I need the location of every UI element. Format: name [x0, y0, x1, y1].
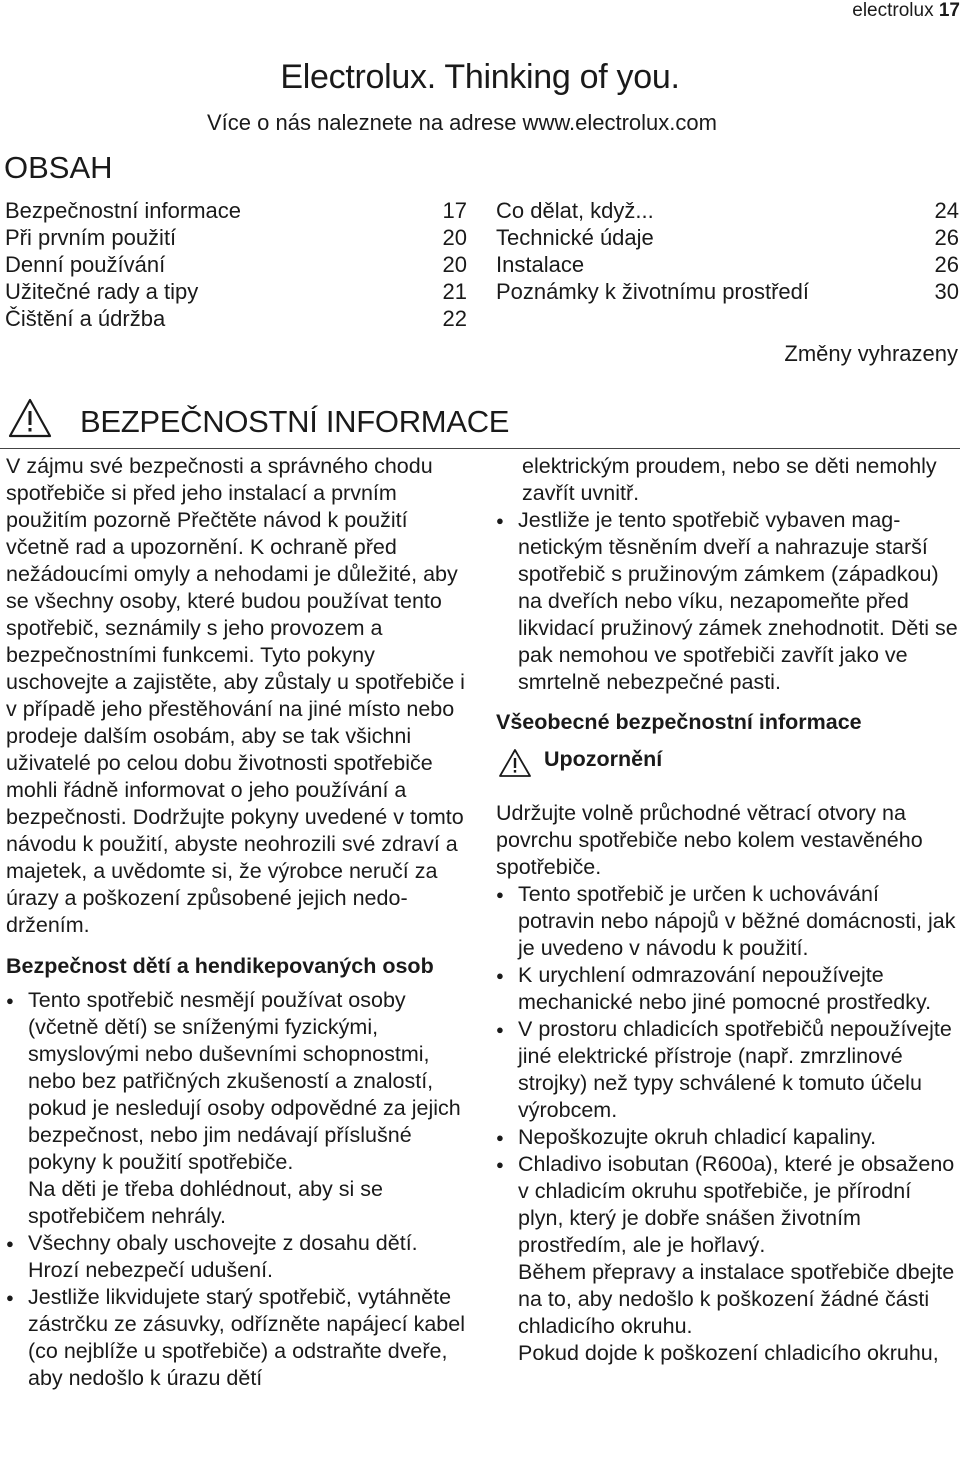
toc-entry-page: 20 [442, 225, 467, 250]
disposal-list [496, 507, 958, 696]
list-item [496, 1151, 958, 1367]
toc-entry-label: Při prvním použití [5, 225, 177, 250]
toc-entry-label: Bezpečnostní informace [5, 198, 242, 223]
warning-triangle-icon [8, 398, 52, 438]
list-item-text: Tento spotřebič je určen k uchovávání potravin nebo nápojů v běžné domácnosti, jak je uvedeno v návodu k použití. [518, 882, 956, 960]
slogan [0, 58, 960, 97]
general-safety-list [496, 881, 958, 1367]
list-item-extra: Na děti je třeba dohlédnout, aby si se spotřebičem nehrály. [28, 1177, 383, 1228]
more-info-line: Více o nás naleznete na adrese www.electrolux.com [207, 110, 717, 135]
toc-entry[interactable] [5, 278, 467, 305]
section-title: BEZPEČNOSTNÍ INFORMACE [80, 404, 510, 439]
toc-entry-label: Čištění a údržba [5, 306, 166, 331]
left-text-column [6, 453, 471, 1392]
list-item [496, 507, 958, 696]
warning-triangle-icon [498, 748, 532, 778]
list-item-text: Chladivo isobutan (R600a), které je obsaženo v chladicím okruhu spotřebiče, je přírodní plyn, který je dobře snášen životním prostředím, ale je hořlavý. [518, 1152, 955, 1257]
section-header [0, 398, 960, 449]
general-safety-heading: Všeobecné bezpečnostní informace [496, 710, 862, 734]
list-item-text: Jestliže je tento spotřebič vybaven magnetickým těsněním dveří a nahrazuje starší spotřebič s pružinovým zámkem (západkou) na dveřích nebo víku, nezapomeňte před likvidací pružinový zámek znehodnotit. Děti se pak nemohou ve spotřebiči zavřít jako ve smrtelně nebezpečné pasti. [518, 508, 958, 694]
children-safety-heading: Bezpečnost dětí a hendikepovaných osob [6, 954, 434, 978]
list-item [6, 1284, 471, 1392]
toc-right-column [496, 197, 959, 305]
toc-left-column [5, 197, 467, 332]
toc-entry[interactable] [496, 251, 959, 278]
toc-entry-page: 20 [442, 252, 467, 277]
toc-entry[interactable] [5, 305, 467, 332]
warning-callout [496, 746, 958, 786]
list-item-extra: Pokud dojde k poškození chladicího okruhu, [518, 1341, 939, 1365]
intro-paragraph: V zájmu své bezpečnosti a správného chodu spotřebiče si před jeho instalací a prvním použitím pozorně Přečtěte návod k použití včetně rad a upozornění. K ochraně před nežádoucími omyly a nehodami je důležité, aby se všechny osoby, které budou používat tento spotřebič, seznámily s jeho provozem a bezpečnostními funkcemi. Tyto pokyny uschovejte a zajistěte, aby zůstaly u spotřebiče i v případě jeho přestěhování na jiné místo nebo prodeje dalším osobám, aby se tak všichni uživatelé po celou dobu životnosti spotřebiče mohli řádně informovat o jeho používání a bezpečnosti. Dodržujte pokyny uvedené v tomto návodu k použití, abyste neohrozili své zdraví a majetek, a uvědomte si, že výrobce neručí za úrazy a poškození způsobené jejich nedodržením. [6, 454, 465, 937]
toc-entry-page: 24 [934, 198, 959, 223]
children-safety-list [6, 987, 471, 1392]
list-item-text: Tento spotřebič nesmějí používat osoby (včetně dětí) se sníženými fyzickými, smyslovými nebo duševními schopnostmi, nebo bez patřičných zkušeností a znalostí, pokud je nesledují osoby odpovědné za jejich bezpečnost, nebo jim nedávají příslušné pokyny k použití spotřebiče. [28, 988, 461, 1174]
warning-label: Upozornění [544, 747, 663, 771]
toc-entry-page: 17 [442, 198, 467, 223]
changes-reserved-note: Změny vyhrazeny [784, 341, 958, 366]
toc-entry-label: Technické údaje [496, 225, 654, 250]
toc-entry[interactable] [5, 224, 467, 251]
list-item-text: V prostoru chladicích spotřebičů nepoužívejte jiné elektrické přístroje (např. zmrzlinové strojky) než typy schválené k tomuto účelu výrobcem. [518, 1017, 952, 1122]
toc-entry-page: 30 [934, 279, 959, 304]
list-item [6, 987, 471, 1230]
list-item [496, 962, 958, 1016]
list-item-text: Nepoškozujte okruh chladicí kapaliny. [518, 1125, 877, 1149]
toc-entry-page: 26 [934, 225, 959, 250]
toc-entry-label: Instalace [496, 252, 585, 277]
toc-entry[interactable] [496, 278, 959, 305]
list-item [496, 1016, 958, 1124]
list-item [6, 1230, 471, 1284]
list-item-text: Jestliže likvidujete starý spotřebič, vytáhněte zástrčku ze zásuvky, odřízněte napájecí kabel (co nejblíže u spotřebiče) a odstraňte dveře, aby nedošlo k úrazu dětí [28, 1285, 465, 1390]
page-number: 17 [938, 0, 960, 21]
brand-name: electrolux [852, 0, 934, 21]
slogan-text: Electrolux. Thinking of you. [280, 58, 680, 96]
list-item [496, 881, 958, 962]
toc-entry[interactable] [496, 197, 959, 224]
toc-entry[interactable] [5, 251, 467, 278]
toc-entry-page: 26 [934, 252, 959, 277]
toc-entry-page: 22 [442, 306, 467, 331]
list-item-extra: Během přepravy a instalace spotřebiče dbejte na to, aby nedošlo k poškození žádné části chladicího okruhu. [518, 1260, 955, 1338]
toc-entry-label: Denní používání [5, 252, 166, 277]
toc-entry-page: 21 [442, 279, 467, 304]
toc-entry-label: Užitečné rady a tipy [5, 279, 199, 304]
toc-entry[interactable] [496, 224, 959, 251]
toc-entry-label: Poznámky k životnímu prostředí [496, 279, 810, 304]
toc-entry[interactable] [5, 197, 467, 224]
page-header [852, 0, 960, 22]
toc-title: OBSAH [4, 150, 113, 185]
toc-entry-label: Co dělat, když... [496, 198, 654, 223]
warning-text: Udržujte volně průchodné větrací otvory na povrchu spotřebiče nebo kolem vestavěného spotřebiče. [496, 801, 923, 879]
continuation-text: elektrickým proudem, nebo se děti nemohly zavřít uvnitř. [522, 454, 937, 505]
right-text-column [496, 453, 958, 1367]
list-item-text: K urychlení odmrazování nepoužívejte mechanické nebo jiné pomocné prostředky. [518, 963, 932, 1014]
list-item [496, 1124, 958, 1151]
list-item-text: Všechny obaly uschovejte z dosahu dětí. Hrozí nebezpečí udušení. [28, 1231, 418, 1282]
